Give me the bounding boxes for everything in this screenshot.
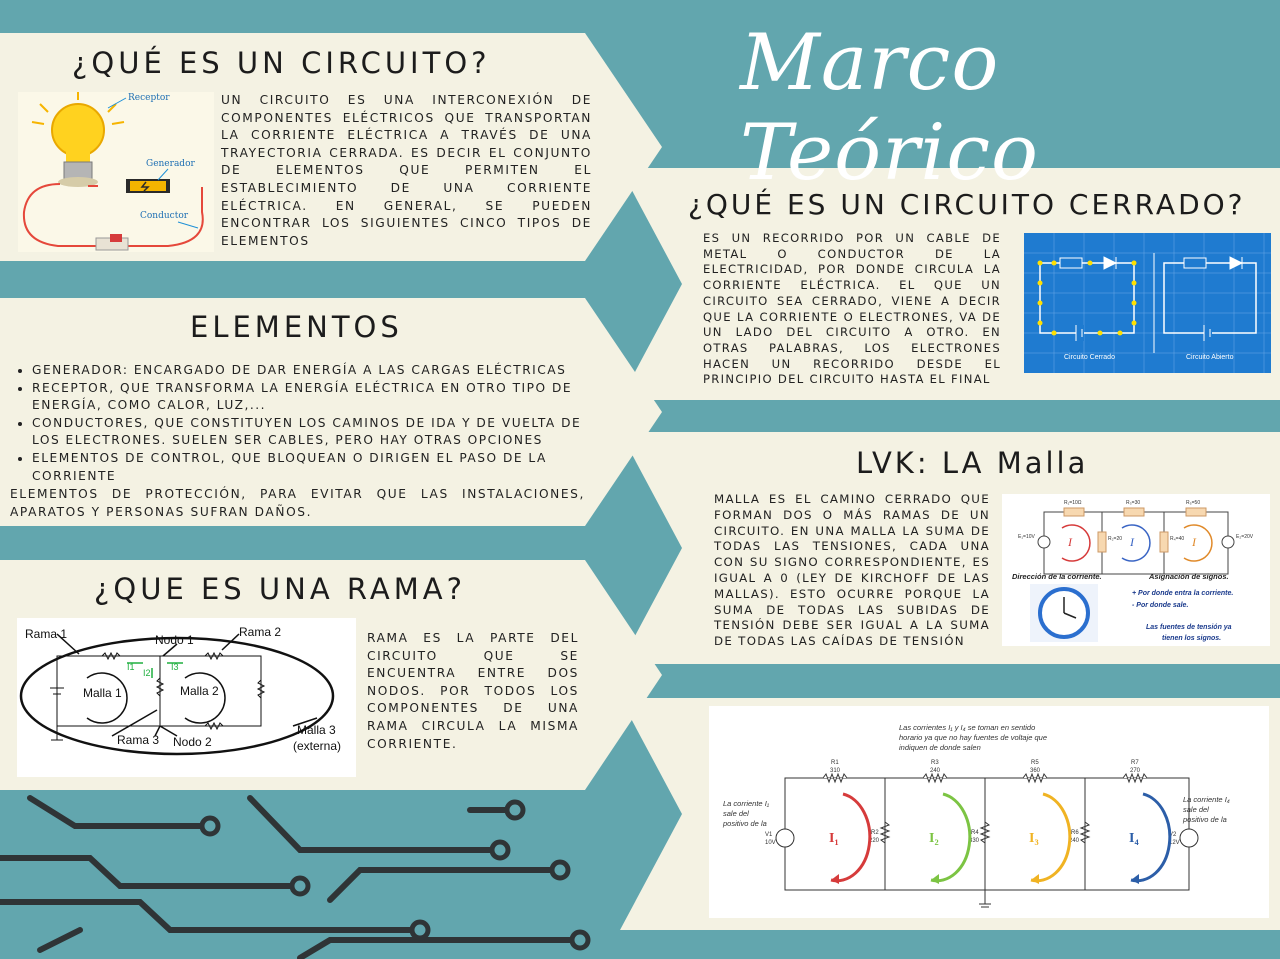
label-r3: R₃=30 <box>1126 500 1141 506</box>
label-mas: + Por donde entra la corriente. <box>1132 590 1234 597</box>
circuit-traces-decoration <box>0 790 640 959</box>
resistor-value: 310 <box>830 768 841 774</box>
resistor-name: R7 <box>1131 760 1139 766</box>
label-receptor: Receptor <box>128 93 170 103</box>
label-malla1: Malla 1 <box>83 686 122 700</box>
circuit-illustration <box>18 92 214 252</box>
label-i3: I3 <box>171 662 179 672</box>
resistor-value: 240 <box>1069 838 1080 844</box>
circuito-heading: ¿QUÉ ES UN CIRCUITO? <box>72 46 491 80</box>
resistor-name: R1 <box>831 760 839 766</box>
label-r4: R₄=40 <box>1170 536 1185 542</box>
battery-icon <box>126 179 170 193</box>
label-asignacion: Asignación de signos. <box>1149 572 1229 581</box>
label-i1: I <box>1068 535 1072 549</box>
label-menos: - Por donde sale. <box>1132 602 1189 609</box>
rama-diagram <box>17 618 356 777</box>
rama-heading: ¿QUE ES UNA RAMA? <box>94 572 466 606</box>
label-rama2: Rama 2 <box>239 625 282 639</box>
resistor-name: R4 <box>971 830 979 836</box>
label-e2: E₂=20V <box>1236 534 1254 540</box>
list-item: • ELEMENTOS DE CONTROL, QUE BLOQUEAN O DIRIGEN EL PASO DE LA CORRIENTE <box>32 450 607 485</box>
current-label: I₃ <box>1029 831 1039 846</box>
resistor-value: 220 <box>869 838 880 844</box>
source-name: V1 <box>765 832 773 838</box>
resistor-name: R5 <box>1031 760 1039 766</box>
source-value: 12V <box>1169 840 1180 846</box>
label-fuentes1: Las fuentes de tensión ya <box>1146 624 1232 631</box>
label-abierto: Circuito Abierto <box>1186 354 1234 361</box>
malla-text: MALLA ES EL CAMINO CERRADO QUE FORMAN DOS O MÁS RAMAS DE UN CIRCUITO. EN UNA MALLA LA SUMA DE TODAS LAS TENSIONES, CADA UNA CON SU SIGNO CORRESPONDIENTE, ES IGUAL A 0 (LEY DE KIRCHOFF DE LAS MALLAS). ESTO OCURRE PORQUE LA SUMA DE TODAS LAS SUBIDAS DE TENSIÓN DEBE SER IGUAL A LA SUMA DE TODAS LAS CAÍDAS DE TENSIÓN <box>714 492 990 649</box>
label-e1: E₁=10V <box>1018 534 1035 540</box>
label-i2: I <box>1130 535 1134 549</box>
malla-diagram <box>1002 494 1270 646</box>
rama-text: RAMA ES LA PARTE DEL CIRCUITO QUE SE ENCUENTRA ENTRE DOS NODOS. POR TODOS LOS COMPONENTES DE UNA RAMA CIRCULA LA MISMA CORRIENTE. <box>367 631 579 751</box>
label-malla2: Malla 2 <box>180 684 219 698</box>
label-nodo2: Nodo 2 <box>173 735 212 749</box>
label-i3: I <box>1192 535 1196 549</box>
resistor-value: 270 <box>1130 768 1141 774</box>
label-r5: R₅=50 <box>1186 500 1201 506</box>
label-r1: R₁=10Ω <box>1064 500 1082 506</box>
elementos-heading: ELEMENTOS <box>190 310 403 344</box>
label-fuentes2: tienen los signos. <box>1162 635 1222 642</box>
label-conductor: Conductor <box>140 211 189 221</box>
current-label: I₄ <box>1129 831 1139 846</box>
elementos-extra: ELEMENTOS DE PROTECCIÓN, PARA EVITAR QUE LAS INSTALACIONES, APARATOS Y PERSONAS SUFRAN DAÑOS. <box>10 487 585 519</box>
label-rama3: Rama 3 <box>117 733 160 747</box>
label-malla3: Malla 3 <box>297 723 336 737</box>
label-rama1: Rama 1 <box>25 627 68 641</box>
elementos-list <box>14 362 607 485</box>
label-externa: (externa) <box>293 739 342 753</box>
voltage-source-icon <box>1180 829 1198 847</box>
list-item: • GENERADOR: ENCARGADO DE DAR ENERGÍA A LAS CARGAS ELÉCTRICAS <box>32 362 607 380</box>
resistor-value: 240 <box>930 768 941 774</box>
voltage-source-icon <box>776 829 794 847</box>
current-label: I₂ <box>929 831 939 846</box>
cerrado-diagram <box>1024 233 1271 373</box>
clock-icon <box>1030 584 1098 642</box>
list-item: • CONDUCTORES, QUE CONSTITUYEN LOS CAMINOS DE IDA Y DE VUELTA DE LOS ELECTRONES. SUELEN SER CABLES, PERO HAY OTRAS OPCIONES <box>32 415 607 450</box>
label-nodo1: Nodo 1 <box>155 633 194 647</box>
current-label: I₁ <box>829 831 839 846</box>
label-i1: I1 <box>127 662 135 672</box>
resistor-name: R3 <box>931 760 939 766</box>
right-note: La corriente I₄ sale del positivo de la <box>1183 795 1230 824</box>
label-r2: R₂=20 <box>1108 536 1123 542</box>
cerrado-heading: ¿QUÉ ES UN CIRCUITO CERRADO? <box>688 188 1246 221</box>
mallas-circuit-diagram <box>709 706 1269 918</box>
label-direccion: Dirección de la corriente. <box>1012 572 1102 581</box>
malla-heading: LVK: LA Malla <box>856 446 1089 480</box>
source-name: V2 <box>1169 832 1177 838</box>
cerrado-text: ES UN RECORRIDO POR UN CABLE DE METAL O CONDUCTOR DE LA ELECTRICIDAD, POR DONDE CIRCULA LA CORRIENTE ELÉCTRICA. EL QUE UN CIRCUITO SEA CERRADO, VIENE A DECIR QUE LA CORRIENTE O ELECTRONES, VA DE UN LADO DEL CIRCUITO A OTRO. EN OTRAS PALABRAS, LOS ELECTRONES HACEN UN RECORRIDO DESDE EL PRINCIPIO DEL CIRCUITO HASTA EL FINAL <box>703 231 1001 387</box>
circuito-text: UN CIRCUITO ES UNA INTERCONEXIÓN DE COMPONENTES ELÉCTRICOS QUE TRANSPORTAN LA CORRIENTE ELÉCTRICA A TRAVÉS DE UNA TRAYECTORIA CERRADA. ES DECIR EL CONJUNTO DE ELEMENTOS QUE PERMITEN EL ESTABLECIMIENTO DE UNA CORRIENTE ELÉCTRICA. EN GENERAL, SE PUEDEN ENCONTRAR LOS SIGUIENTES CINCO TIPOS DE ELEMENTOS <box>221 93 592 248</box>
label-i2: I2 <box>143 668 151 678</box>
mallas-note: Las corrientes I₁ y I₄ se toman en sentido horario ya que no hay fuentes de voltaje que indiquen de donde salen <box>899 723 1048 752</box>
source-value: 10V <box>765 840 776 846</box>
resistor-value: 360 <box>1030 768 1041 774</box>
label-cerrado: Circuito Cerrado <box>1064 354 1115 361</box>
list-item: • RECEPTOR, QUE TRANSFORMA LA ENERGÍA ELÉCTRICA EN OTRO TIPO DE ENERGÍA, COMO CALOR, LUZ,... <box>32 380 607 415</box>
resistor-value: 330 <box>969 838 980 844</box>
left-note: La corriente I₁ sale del positivo de la <box>723 799 770 828</box>
page-title: Marco Teórico <box>740 18 1039 198</box>
resistor-name: R2 <box>871 830 879 836</box>
label-generador: Generador <box>146 159 195 169</box>
resistor-name: R6 <box>1071 830 1079 836</box>
